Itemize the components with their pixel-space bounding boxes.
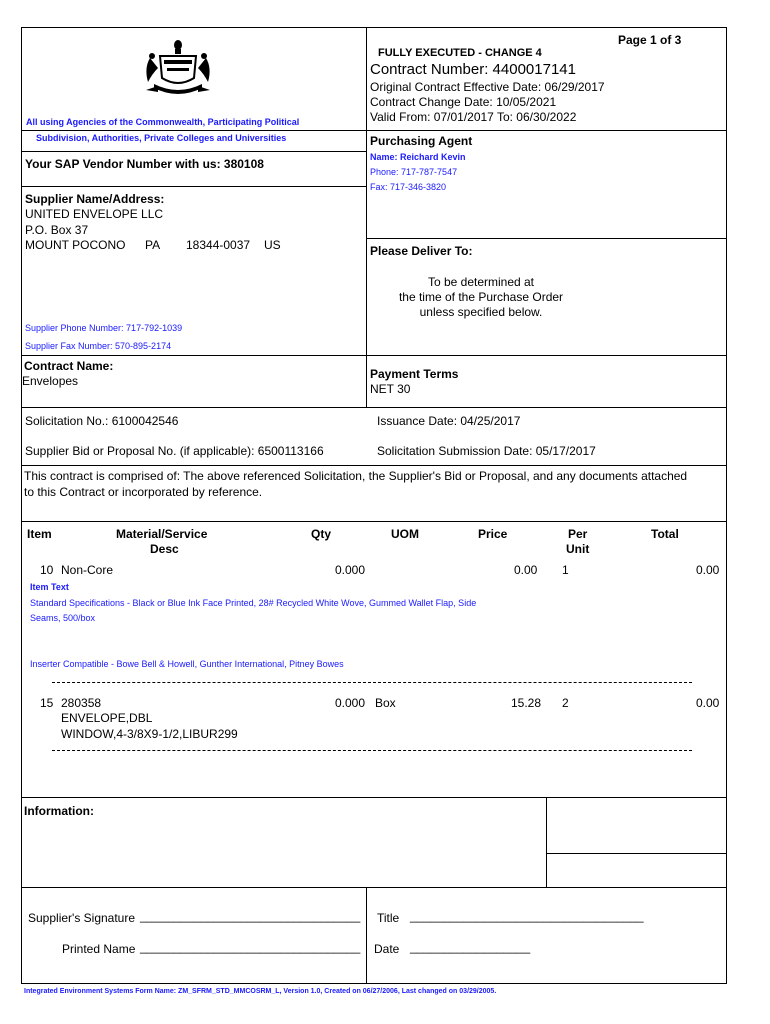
divider bbox=[21, 151, 366, 152]
agent-fax: Fax: 717-346-3820 bbox=[370, 182, 447, 192]
line-item-total: 0.00 bbox=[696, 563, 720, 577]
form-footer: Integrated Environment Systems Form Name: ZM_SFRM_STD_MMCOSRM_L, Version 1.0, Created on 06/27/2006, Last changed on 03/29/2005. bbox=[24, 988, 497, 995]
deliver-line: To be determined at bbox=[427, 275, 535, 289]
item-inserter: Inserter Compatible - Bowe Bell & Howell, Gunther International, Pitney Bowes bbox=[30, 659, 344, 669]
supplier-city: MOUNT POCONO bbox=[25, 238, 126, 252]
line-item-per: 1 bbox=[562, 563, 569, 577]
line-item-total: 0.00 bbox=[696, 696, 720, 710]
page-label: Page 1 of 3 bbox=[618, 33, 682, 47]
deliver-line: the time of the Purchase Order bbox=[398, 290, 564, 304]
column-header-price: Price bbox=[478, 527, 508, 541]
supplier-zip: 18344-0037 bbox=[186, 238, 251, 252]
column-header-qty: Qty bbox=[311, 527, 332, 541]
printed-name-line[interactable]: _________________________________ bbox=[140, 940, 361, 954]
column-header-desc: Material/Service bbox=[116, 527, 208, 541]
line-item-desc: Non-Core bbox=[61, 563, 114, 577]
line-item-price: 0.00 bbox=[514, 563, 538, 577]
line-item-qty: 0.000 bbox=[335, 563, 366, 577]
contract-composition: This contract is comprised of: The above referenced Solicitation, the Supplier's Bid or Proposal, and any documents attached bbox=[24, 469, 688, 483]
supplier-heading: Supplier Name/Address: bbox=[25, 192, 165, 206]
deliver-heading: Please Deliver To: bbox=[370, 244, 473, 258]
line-item-desc: WINDOW,4-3/8X9-1/2,LIBUR299 bbox=[61, 727, 238, 741]
executed-status: FULLY EXECUTED - CHANGE 4 bbox=[378, 47, 542, 59]
issuance-date: Issuance Date: 04/25/2017 bbox=[377, 414, 521, 428]
column-header-item: Item bbox=[27, 527, 52, 541]
line-item-number: 10 bbox=[40, 563, 54, 577]
divider bbox=[21, 797, 727, 798]
divider bbox=[366, 238, 727, 239]
commonwealth-seal-icon bbox=[140, 38, 216, 100]
payment-terms-value: NET 30 bbox=[370, 382, 411, 396]
divider bbox=[21, 130, 366, 131]
agent-name: Name: Reichard Kevin bbox=[370, 152, 466, 162]
line-item-per: 2 bbox=[562, 696, 569, 710]
column-header-uom: UOM bbox=[391, 527, 419, 541]
contract-change-date: Contract Change Date: 10/05/2021 bbox=[370, 95, 557, 109]
agencies-line: Subdivision, Authorities, Private Colleges and Universities bbox=[36, 133, 287, 143]
information-heading: Information: bbox=[24, 804, 94, 818]
supplier-fax: Supplier Fax Number: 570-895-2174 bbox=[25, 341, 172, 351]
printed-name-label: Printed Name bbox=[62, 942, 136, 956]
date-line[interactable]: __________________ bbox=[410, 940, 531, 954]
divider bbox=[546, 853, 727, 854]
column-header-total: Total bbox=[651, 527, 679, 541]
column-header-desc: Desc bbox=[150, 542, 179, 556]
contract-name-value: Envelopes bbox=[22, 374, 79, 388]
divider bbox=[366, 130, 727, 131]
solicitation-number: Solicitation No.: 6100042546 bbox=[25, 414, 179, 428]
item-spec: Seams, 500/box bbox=[30, 613, 96, 623]
submission-date: Solicitation Submission Date: 05/17/2017 bbox=[377, 444, 596, 458]
supplier-signature-line[interactable]: _________________________________ bbox=[140, 909, 361, 923]
line-separator bbox=[52, 682, 692, 683]
line-item-desc: 280358 bbox=[61, 696, 102, 710]
divider bbox=[21, 887, 727, 888]
divider bbox=[21, 186, 366, 187]
column-header-per: Unit bbox=[566, 542, 590, 556]
payment-terms-heading: Payment Terms bbox=[370, 367, 459, 381]
supplier-country: US bbox=[264, 238, 281, 252]
line-item-desc: ENVELOPE,DBL bbox=[61, 711, 153, 725]
purchasing-agent-title: Purchasing Agent bbox=[370, 134, 473, 148]
contract-number: Contract Number: 4400017141 bbox=[370, 61, 576, 78]
contract-name-heading: Contract Name: bbox=[24, 359, 114, 373]
supplier-name: UNITED ENVELOPE LLC bbox=[25, 207, 164, 221]
title-line[interactable]: ___________________________________ bbox=[410, 909, 644, 923]
supplier-bid-number: Supplier Bid or Proposal No. (if applicable): 6500113166 bbox=[25, 444, 324, 458]
line-item-uom: Box bbox=[375, 696, 396, 710]
line-item-price: 15.28 bbox=[511, 696, 542, 710]
date-label: Date bbox=[374, 942, 400, 956]
divider bbox=[21, 465, 727, 466]
divider bbox=[21, 355, 727, 356]
agent-phone: Phone: 717-787-7547 bbox=[370, 167, 458, 177]
divider bbox=[21, 521, 727, 522]
line-item-number: 15 bbox=[40, 696, 54, 710]
vendor-number: Your SAP Vendor Number with us: 380108 bbox=[25, 157, 264, 171]
column-header-per: Per bbox=[568, 527, 588, 541]
supplier-po-box: P.O. Box 37 bbox=[25, 223, 89, 237]
supplier-phone: Supplier Phone Number: 717-792-1039 bbox=[25, 323, 183, 333]
title-label: Title bbox=[377, 911, 400, 925]
item-spec: Standard Specifications - Black or Blue Ink Face Printed, 28# Recycled White Wove, Gummed Wallet Flap, Side bbox=[30, 598, 477, 608]
divider bbox=[546, 797, 547, 887]
valid-dates: Valid From: 07/01/2017 To: 06/30/2022 bbox=[370, 110, 577, 124]
item-text-label: Item Text bbox=[30, 582, 69, 592]
agencies-line: All using Agencies of the Commonwealth, Participating Political bbox=[26, 117, 300, 127]
supplier-state: PA bbox=[145, 238, 161, 252]
original-effective-date: Original Contract Effective Date: 06/29/2017 bbox=[370, 80, 605, 94]
supplier-signature-label: Supplier's Signature bbox=[28, 911, 136, 925]
deliver-line: unless specified below. bbox=[419, 305, 543, 319]
line-item-qty: 0.000 bbox=[335, 696, 366, 710]
divider bbox=[21, 407, 727, 408]
contract-composition: to this Contract or incorporated by reference. bbox=[24, 485, 263, 499]
divider bbox=[366, 27, 367, 407]
line-separator bbox=[52, 750, 692, 751]
divider bbox=[366, 887, 367, 984]
